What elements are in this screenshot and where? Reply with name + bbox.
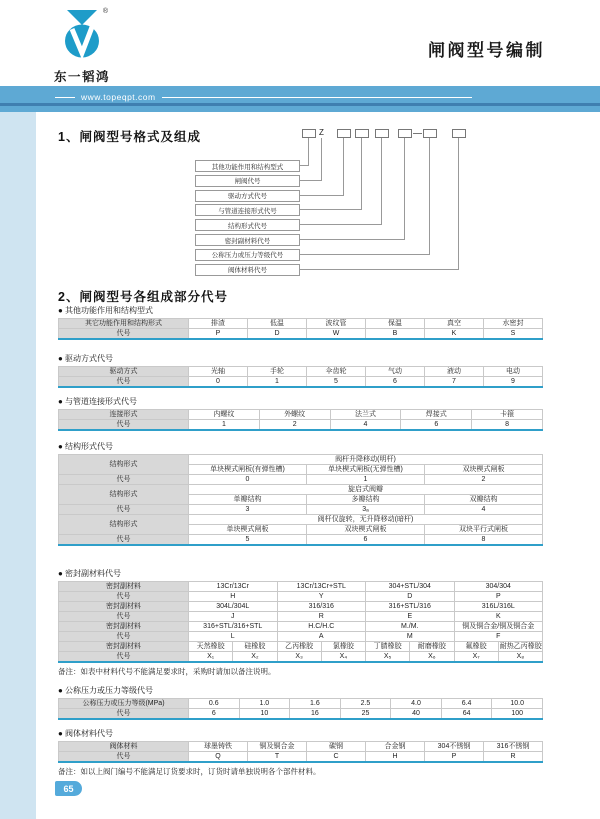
diagram-label: 与管道连接形式代号 <box>195 204 300 216</box>
seal-material-note: 备注：如表中材料代号不能满足要求时，采购时请加以备注说明。 <box>58 666 276 676</box>
table-cell: E <box>366 612 455 622</box>
connector-line <box>300 138 430 255</box>
table-cell: 6 <box>189 709 240 719</box>
table-cell: 0.6 <box>189 699 240 709</box>
table-cell: 1.6 <box>290 699 341 709</box>
table-cell: X₆ <box>410 652 454 662</box>
table-cell: 代号 <box>59 752 189 762</box>
table-cell: X₂ <box>233 652 277 662</box>
rule-left <box>55 97 75 98</box>
structure-form-bullet: ● 结构形式代号 <box>58 442 114 451</box>
other-function-table <box>58 318 543 340</box>
table-cell: M./M. <box>366 622 455 632</box>
table-cell: 外螺纹 <box>259 410 330 420</box>
table-cell: 1 <box>189 420 260 430</box>
table-cell: 真空 <box>425 319 484 329</box>
table-cell: 焊接式 <box>401 410 472 420</box>
table-cell: 耐热乙丙橡胶 <box>499 643 542 650</box>
table-cell: 液动 <box>425 367 484 377</box>
table-cell: 10.0 <box>492 699 543 709</box>
table-cell: 双瓣结构 <box>425 495 543 505</box>
table-cell: R <box>277 612 366 622</box>
code-box <box>302 129 316 138</box>
table-cell: 丁腈橡胶 <box>366 642 410 652</box>
table-cell: 代号 <box>59 420 189 430</box>
diagram-label: 其他功能作用和结构型式 <box>195 160 300 172</box>
table-cell: L <box>189 632 278 642</box>
table-cell: 6 <box>307 535 425 545</box>
other-function-bullet: ● 其他功能作用和结构型式 <box>58 306 154 315</box>
code-box <box>423 129 437 138</box>
table-cell: 伞齿轮 <box>307 367 366 377</box>
table-cell: 9 <box>484 377 543 387</box>
table-cell: 氟橡胶 <box>454 642 498 652</box>
table-cell: 1.0 <box>239 699 290 709</box>
table-cell: 304/304 <box>454 582 543 592</box>
table-cell: 单块楔式闸板(有弹性槽) <box>189 465 307 475</box>
table-cell: 100 <box>492 709 543 719</box>
code-box <box>452 129 466 138</box>
table-cell: 结构形式 <box>59 515 189 535</box>
table-cell: 代号 <box>59 592 189 602</box>
table-cell: 16 <box>290 709 341 719</box>
table-cell: 10 <box>239 709 290 719</box>
table-cell: 阀杆仅旋转，无升降移动(暗杆) <box>189 515 543 525</box>
table-cell: 多瓣结构 <box>307 495 425 505</box>
table-cell: R <box>484 752 543 762</box>
seal-material-table <box>58 581 543 663</box>
table-cell: 旋启式阀瓣 <box>189 485 543 495</box>
table-cell: D <box>248 329 307 339</box>
table-cell: 304L/304L <box>189 602 278 612</box>
table-cell: 40 <box>391 709 442 719</box>
table-cell: 法兰式 <box>330 410 401 420</box>
table-cell: 公称压力或压力等级(MPa) <box>59 699 189 709</box>
drive-mode-table <box>58 366 543 388</box>
drive-mode-block <box>58 353 542 388</box>
table-cell: 6 <box>366 377 425 387</box>
table-cell: 硅橡胶 <box>233 642 277 652</box>
table-cell: 手轮 <box>248 367 307 377</box>
page-number-badge: 65 <box>55 781 82 796</box>
table-cell: 304不锈钢 <box>425 742 484 752</box>
table-cell: 4 <box>330 420 401 430</box>
table-cell: 结构形式 <box>59 485 189 505</box>
diagram-label: 阀体材料代号 <box>195 264 300 276</box>
table-cell: 密封副材料 <box>59 622 189 632</box>
valve-type-letter: Z <box>319 128 324 137</box>
table-cell: 内螺纹 <box>189 410 260 420</box>
table-cell: 4 <box>425 505 543 515</box>
header-band <box>0 86 600 112</box>
table-cell: 316/316 <box>277 602 366 612</box>
code-box <box>355 129 369 138</box>
other-function-block <box>58 305 542 340</box>
table-cell: 球墨铸铁 <box>189 742 248 752</box>
table-cell: H <box>189 592 278 602</box>
rule-right <box>162 97 472 98</box>
table-cell: 阀体材料 <box>59 742 189 752</box>
company-logo-icon <box>60 10 104 60</box>
table-cell: X₃ <box>277 652 321 662</box>
table-cell: 铜及铜合金 <box>248 742 307 752</box>
table-cell: 5 <box>189 535 307 545</box>
connector-line <box>300 138 309 166</box>
table-cell: 电动 <box>484 367 543 377</box>
connector-line <box>300 138 362 210</box>
table-cell: 代号 <box>59 632 189 642</box>
table-cell: 6.4 <box>441 699 492 709</box>
table-cell: 代号 <box>59 505 189 515</box>
table-cell: 双块楔式闸板 <box>425 465 543 475</box>
code-box <box>375 129 389 138</box>
table-cell: 316+STL/316+STL <box>189 622 278 632</box>
table-cell: 代号 <box>59 612 189 622</box>
drive-mode-bullet: ● 驱动方式代号 <box>58 354 114 363</box>
table-cell: 2 <box>425 475 543 485</box>
table-cell: 3 <box>189 505 307 515</box>
structure-form-block <box>58 441 542 546</box>
table-cell: Q <box>189 752 248 762</box>
connector-line <box>300 138 344 196</box>
left-margin-strip <box>0 112 36 819</box>
table-cell: 乙丙橡胶 <box>277 642 321 652</box>
website-row <box>55 92 472 102</box>
table-cell: 光轴 <box>189 367 248 377</box>
diagram-label: 驱动方式代号 <box>195 190 300 202</box>
table-cell: P <box>189 329 248 339</box>
table-cell: 密封副材料 <box>59 582 189 592</box>
table-cell: 低温 <box>248 319 307 329</box>
table-cell: 单瓣结构 <box>189 495 307 505</box>
table-cell: 驱动方式 <box>59 367 189 377</box>
table-cell: 单块楔式闸板 <box>189 525 307 535</box>
table-cell: 316+STL/316 <box>366 602 455 612</box>
section2-heading: 2、闸阀型号各组成部分代号 <box>58 290 228 304</box>
pipe-connection-block <box>58 396 542 431</box>
table-cell: 代号 <box>59 652 189 662</box>
logo-block <box>50 10 114 85</box>
table-cell: C <box>307 752 366 762</box>
diagram-label: 结构形式代号 <box>195 219 300 231</box>
code-box <box>337 129 351 138</box>
table-cell: 13Cr/13Cr+STL <box>277 582 366 592</box>
table-cell: 单块楔式闸板(无弹性槽) <box>307 465 425 475</box>
registered-mark: ® <box>102 8 108 15</box>
section1-heading: 1、闸阀型号格式及组成 <box>58 130 201 144</box>
table-cell: 1 <box>307 475 425 485</box>
table-cell: H.C/H.C <box>277 622 366 632</box>
table-cell: 1 <box>248 377 307 387</box>
table-cell: P <box>454 592 543 602</box>
table-cell: T <box>248 752 307 762</box>
page-title: 闸阀型号编制 <box>428 41 545 60</box>
seal-material-block <box>58 568 542 677</box>
table-cell: 5 <box>307 377 366 387</box>
table-cell: Y <box>277 592 366 602</box>
table-cell: 代号 <box>59 377 189 387</box>
table-cell: S <box>484 329 543 339</box>
table-cell: 2.5 <box>340 699 391 709</box>
table-cell: 7 <box>425 377 484 387</box>
table-cell: 耐磨橡胶 <box>410 642 454 652</box>
table-cell: 304+STL/304 <box>366 582 455 592</box>
table-cell: 8 <box>425 535 543 545</box>
table-cell: 水密封 <box>484 319 543 329</box>
pressure-class-table <box>58 698 543 720</box>
diagram-label: 公称压力或压力等级代号 <box>195 249 300 261</box>
table-cell: 双块楔式闸板 <box>307 525 425 535</box>
table-cell: 25 <box>340 709 391 719</box>
table-cell: K <box>425 329 484 339</box>
diagram-label: 密封副材料代号 <box>195 234 300 246</box>
table-cell: X₁ <box>189 652 233 662</box>
table-cell: P <box>425 752 484 762</box>
table-cell: 6 <box>401 420 472 430</box>
structure-form-table <box>58 454 543 546</box>
table-cell: 连接形式 <box>59 410 189 420</box>
table-cell: 代号 <box>59 535 189 545</box>
connector-line <box>300 138 382 225</box>
table-cell: 密封副材料 <box>59 642 189 652</box>
table-cell: 代号 <box>59 329 189 339</box>
table-cell: 0 <box>189 475 307 485</box>
table-cell: 气动 <box>366 367 425 377</box>
body-material-bullet: ● 阀体材料代号 <box>58 729 114 738</box>
website-link[interactable]: www.topeqpt.com <box>81 92 156 102</box>
table-cell: X₅ <box>366 652 410 662</box>
table-cell: 316L/316L <box>454 602 543 612</box>
table-cell: W <box>307 329 366 339</box>
hyphen-mark <box>413 133 422 134</box>
table-cell: 代号 <box>59 475 189 485</box>
table-cell: 氯橡胶 <box>321 642 365 652</box>
table-cell: 天然橡胶 <box>189 642 233 652</box>
body-material-table <box>58 741 543 763</box>
table-cell: 碳钢 <box>307 742 366 752</box>
pressure-class-block <box>58 685 542 720</box>
table-cell: 0 <box>189 377 248 387</box>
table-cell: A <box>277 632 366 642</box>
connector-line <box>300 138 322 181</box>
table-cell: 密封副材料 <box>59 602 189 612</box>
company-name: 东一韬鸿 <box>53 70 110 84</box>
table-cell: 8 <box>472 420 543 430</box>
table-cell: H <box>366 752 425 762</box>
diagram-label: 闸阀代号 <box>195 175 300 187</box>
table-cell: 结构形式 <box>59 455 189 475</box>
table-cell: X₄ <box>321 652 365 662</box>
table-cell: 排渣 <box>189 319 248 329</box>
connector-line <box>300 138 459 270</box>
seal-material-bullet: ● 密封副材料代号 <box>58 569 122 578</box>
table-cell: 铜及铜合金/铜及铜合金 <box>454 622 543 632</box>
table-cell: 4.0 <box>391 699 442 709</box>
pipe-connection-table <box>58 409 543 431</box>
table-cell: X₇ <box>454 652 498 662</box>
table-cell: 3ₐ <box>307 505 425 515</box>
pressure-class-bullet: ● 公称压力或压力等级代号 <box>58 686 154 695</box>
table-cell: D <box>366 592 455 602</box>
table-cell: J <box>189 612 278 622</box>
table-cell: K <box>454 612 543 622</box>
table-cell: 316不锈钢 <box>484 742 543 752</box>
table-cell: 卡箍 <box>472 410 543 420</box>
table-cell: M <box>366 632 455 642</box>
connector-line <box>300 138 405 240</box>
body-material-note: 备注：如以上阀门编号不能满足订货要求时，订货时请单独说明各个部件材料。 <box>58 766 321 776</box>
table-cell: 2 <box>259 420 330 430</box>
table-cell: 合金钢 <box>366 742 425 752</box>
code-box <box>398 129 412 138</box>
body-material-block <box>58 728 542 777</box>
table-cell: 波纹管 <box>307 319 366 329</box>
table-cell: 代号 <box>59 709 189 719</box>
table-cell: 阀杆升降移动(明杆) <box>189 455 543 465</box>
table-cell: 保温 <box>366 319 425 329</box>
table-cell: 13Cr/13Cr <box>189 582 278 592</box>
table-cell: 64 <box>441 709 492 719</box>
table-cell: 其它功能作用和结构形式 <box>59 319 189 329</box>
table-cell: 双块平行式闸板 <box>425 525 543 535</box>
table-cell: F <box>454 632 543 642</box>
pipe-connection-bullet: ● 与管道连接形式代号 <box>58 397 138 406</box>
table-cell: X₈ <box>498 652 542 662</box>
table-cell: B <box>366 329 425 339</box>
band-dark-rule <box>0 103 600 106</box>
